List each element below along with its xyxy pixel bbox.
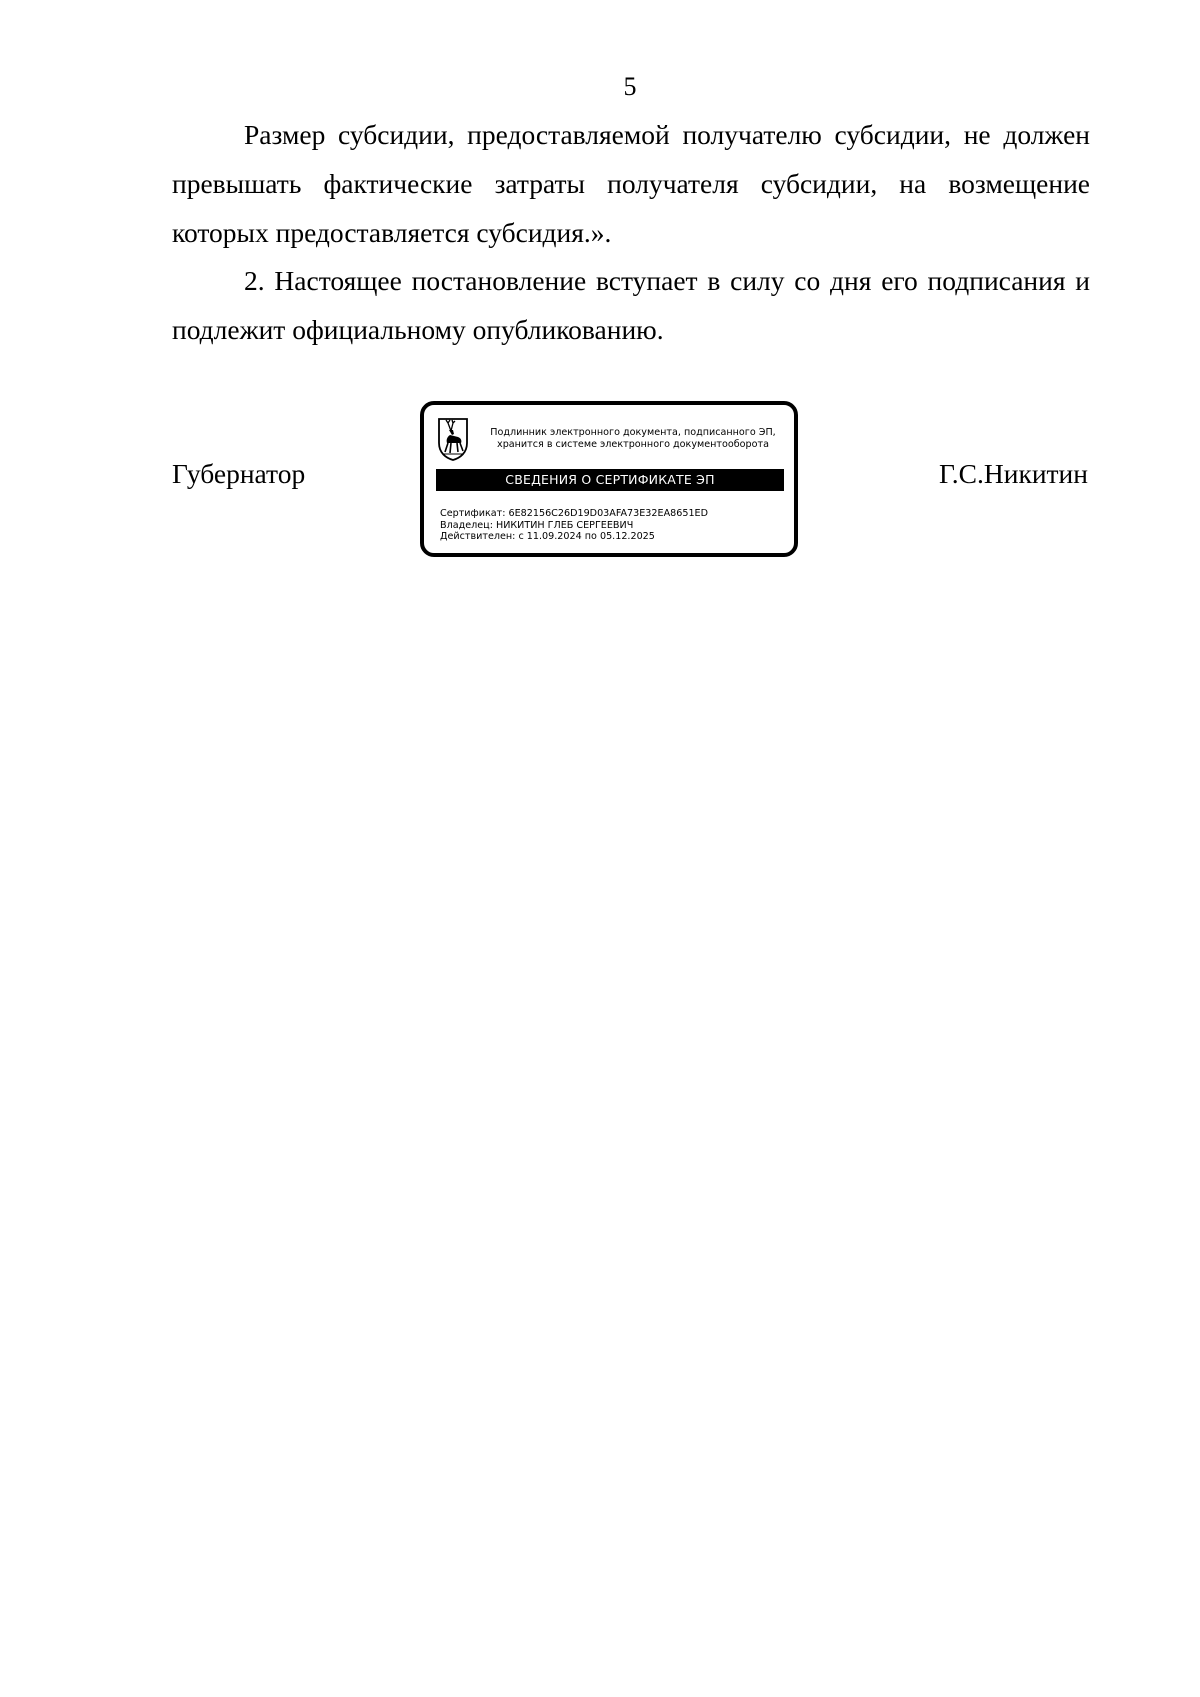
stamp-note-line-2: хранится в системе электронного документооборота: [497, 439, 769, 450]
stamp-certificate-validity: Действителен: с 11.09.2024 по 05.12.2025: [440, 531, 655, 542]
stamp-header-bar: СВЕДЕНИЯ О СЕРТИФИКАТЕ ЭП: [436, 469, 784, 491]
paragraph-subsidy-size: Размер субсидии, предоставляемой получателю субсидии, не должен превышать фактические затраты получателя субсидии, на возмещение которых предоставляется субсидия.».: [172, 119, 1090, 248]
stamp-certificate-details: [440, 508, 708, 543]
signer-title: Губернатор: [172, 458, 306, 489]
signer-name: Г.С.Никитин: [939, 458, 1088, 489]
page-number: 5: [623, 72, 637, 101]
paragraph-entry-into-force: 2. Настоящее постановление вступает в силу со дня его подписания и подлежит официальному опубликованию.: [172, 265, 1090, 345]
stamp-certificate-owner: Владелец: НИКИТИН ГЛЕБ СЕРГЕЕВИЧ: [440, 519, 634, 531]
stamp-note-line-1: Подлинник электронного документа, подписанного ЭП,: [490, 427, 776, 438]
deer-coat-of-arms-icon: [436, 417, 470, 461]
stamp-note: [474, 427, 792, 451]
stamp-certificate-number: Сертификат: 6E82156C26D19D03AFA73E32EA8651ED: [440, 508, 709, 519]
electronic-signature-stamp: [420, 401, 798, 557]
